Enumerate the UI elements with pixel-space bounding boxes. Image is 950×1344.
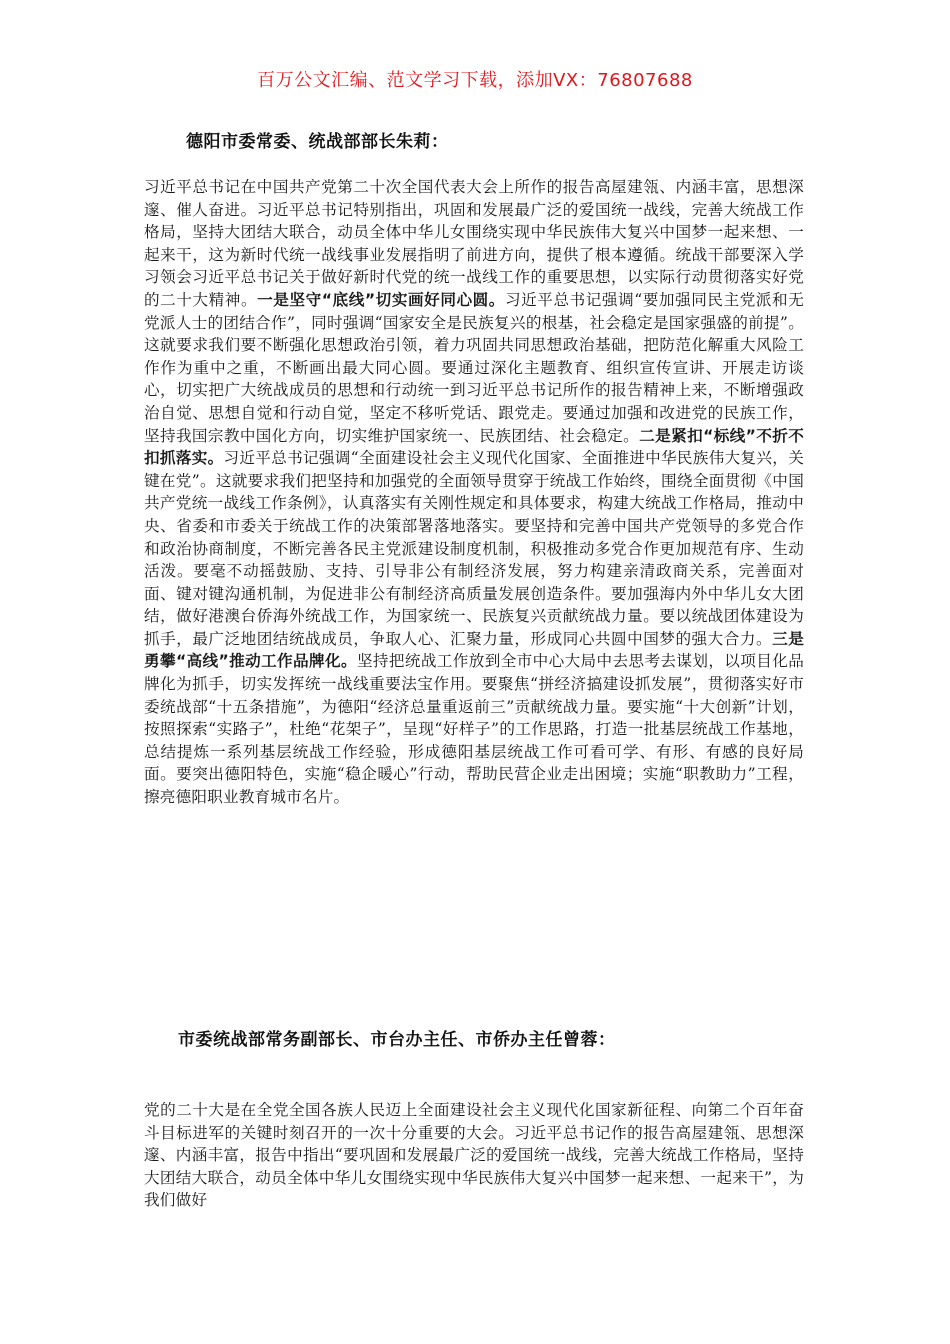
paragraph-text-point-3: 坚持把统战工作放到全市中心大局中去思考去谋划，以项目化品牌化为抓手，切实发挥统一战线重要法宝作用。要聚焦“拼经济搞建设抓发展”，贯彻落实好市委统战部“十五条措施”，为德阳“经济总量重返前三”贡献统战力量。要实施“十大创新”计划，按照探索“实路子”，杜绝“花架子”，呈现“好样子”的工作思路，打造一批基层统战工作基地，总结提炼一系列基层统战工作经验，形成德阳基层统战工作可看可学、有形、有感的良好局面。要突出德阳特色，实施“稳企暖心”行动，帮助民营企业走出困境；实施“职教助力”工程，擦亮德阳职业教育城市名片。 (144, 652, 804, 807)
speech-paragraph-2 (144, 1099, 804, 1212)
speaker-heading-1: 德阳市委常委、统战部部长朱莉： (186, 132, 449, 152)
paragraph-text-intro: 习近平总书记在中国共产党第二十次全国代表大会上所作的报告高屋建瓴、内涵丰富，思想深邃、催人奋进。习近平总书记特别指出，巩固和发展最广泛的爱国统一战线，完善大统战工作格局，坚持大团结大联合，动员全体中华儿女围绕实现中华民族伟大复兴中国梦一起来想、一起来干，这为新时代统一战线事业发展指明了前进方向，提供了根本遵循。统战干部要深入学习领会习近平总书记关于做好新时代党的统一战线工作的重要思想，以实际行动贯彻落实好党的二十大精神。 (144, 178, 804, 309)
speaker-heading-2: 市委统战部常务副部长、市台办主任、市侨办主任曾蓉： (178, 1030, 616, 1050)
point-heading-1: 一是坚守“底线”切实画好同心圆。 (257, 290, 505, 309)
paragraph-text-point-2: 习近平总书记强调“全面建设社会主义现代化国家、全面推进中华民族伟大复兴，关键在党”。这就要求我们把坚持和加强党的全面领导贯穿于统战工作始终，围绕全面贯彻《中国共产党统一战线工作条例》，认真落实有关刚性规定和具体要求，构建大统战工作格局，推动中央、省委和市委关于统战工作的决策部署落地落实。要坚持和完善中国共产党领导的多党合作和政治协商制度，不断完善各民主党派建设制度机制，积极推动多党合作更加规范有序、生动活泼。要毫不动摇鼓励、支持、引导非公有制经济发展，努力构建亲清政商关系，完善面对面、键对键沟通机制，为促进非公有制经济高质量发展创造条件。要加强海内外中华儿女大团结，做好港澳台侨海外统战工作，为国家统一、民族复兴贡献统战力量。要以统战团体建设为抓手，最广泛地团结统战成员，争取人心、汇聚力量，形成同心共圆中国梦的强大合力。 (144, 449, 804, 648)
point-heading-3: 三是勇攀“高线”推动工作品牌化。 (144, 629, 804, 671)
header-banner: 百万公文汇编、范文学习下载，添加VX：76807688 (257, 70, 693, 91)
paragraph-text-point-1: 习近平总书记强调“要加强同民主党派和无党派人士的团结合作”，同时强调“国家安全是民族复兴的根基，社会稳定是国家强盛的前提”。这就要求我们要不断强化思想政治引领，着力巩固共同思想政治基础，把防范化解重大风险工作作为重中之重，不断画出最大同心圆。要通过深化主题教育、组织宣传宣讲、开展走访谈心，切实把广大统战成员的思想和行动统一到习近平总书记所作的报告精神上来，不断增强政治自觉、思想自觉和行动自觉，坚定不移听党话、跟党走。要通过加强和改进党的民族工作，坚持我国宗教中国化方向，切实维护国家统一、民族团结、社会稳定。 (144, 290, 804, 445)
speech-paragraph-1 (144, 176, 804, 809)
point-heading-2: 二是紧扣“标线”不折不扣抓落实。 (144, 426, 805, 468)
paragraph-text-2: 党的二十大是在全党全国各族人民迈上全面建设社会主义现代化国家新征程、向第二个百年奋斗目标进军的关键时刻召开的一次十分重要的大会。习近平总书记作的报告高屋建瓴、思想深邃、内涵丰富，报告中指出“要巩固和发展最广泛的爱国统一战线，完善大统战工作格局，坚持大团结大联合，动员全体中华儿女围绕实现中华民族伟大复兴中国梦一起来想、一起来干”，为我们做好 (144, 1101, 804, 1210)
